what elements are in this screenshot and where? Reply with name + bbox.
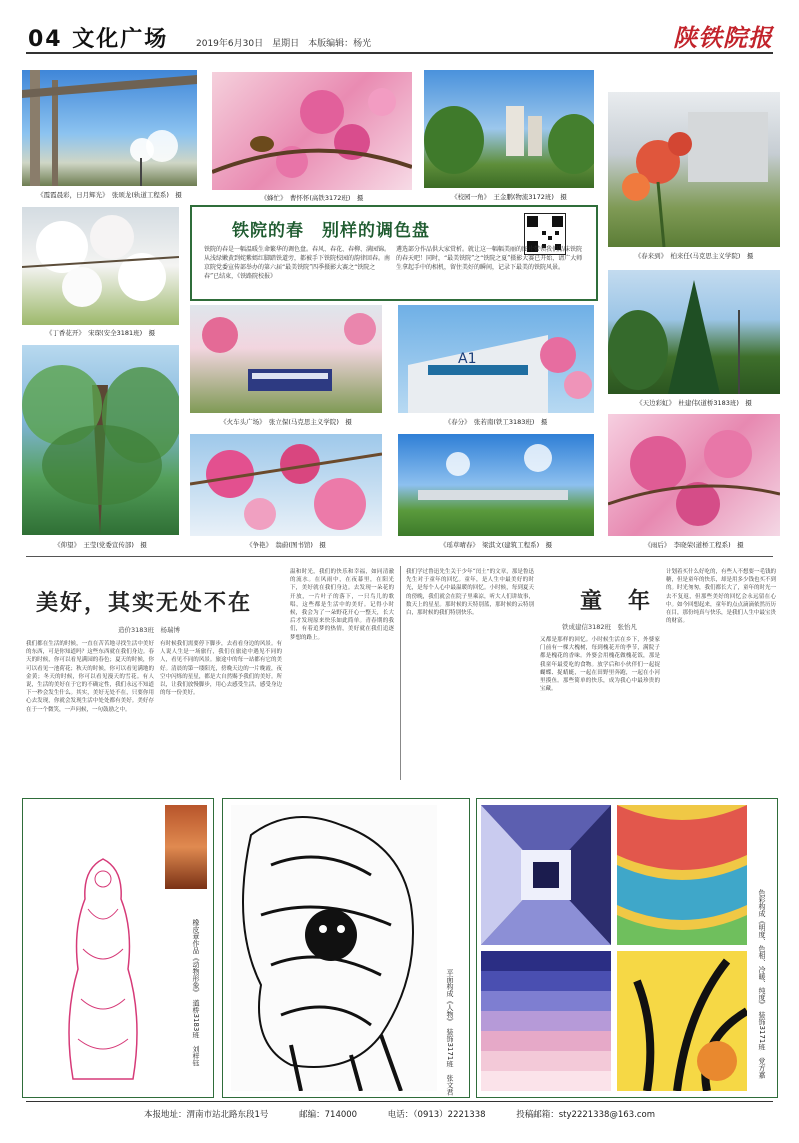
- caption-3: 《校园一角》 王金鹏(物流3172班) 摄: [451, 193, 567, 201]
- photo-bee-blossom: [212, 72, 412, 190]
- article1-title: 美好，其实无处不在: [36, 590, 253, 616]
- color-composition-2: [617, 805, 747, 945]
- article1-byline: 造价3183班 杨瑞博: [118, 626, 181, 634]
- art-caption-2: 平面构成《人物》 装饰3171班 张文君: [446, 969, 454, 1096]
- caption-1: 《霞霞晨彩，日月辉光》 张颂龙(轨道工程系) 摄: [37, 191, 182, 199]
- article2-col1: 我们学过鲁迅先生关于少年“闰土”的文章，那是鲁迅先生对于童年的回忆。童年，是人生中最美好的时光，是每个人心中最温暖的回忆。小时候，每到夏天的傍晚，我们就会在院子里乘凉，听大人们讲故事，数天上的星星。那时候的天特别蓝，那时候的云特别白，那时候的我们特别快乐。: [406, 569, 534, 617]
- spring-feature-box: [190, 205, 598, 301]
- photo-grass-spring: [398, 434, 594, 536]
- caption-5: 《丁香花开》 宋琛(安全3181班) 摄: [45, 329, 156, 337]
- color-composition-3: [481, 951, 611, 1091]
- stamp-drawing-figure: [33, 839, 173, 1089]
- art-caption-3: 色彩构成《明度、色相、冷暖、纯度》 装饰3171班 党方嘉: [758, 889, 766, 1079]
- photo-spring-equinox: [398, 305, 594, 413]
- section-divider: [26, 556, 773, 557]
- artwork-stamp-panel: [22, 798, 214, 1098]
- photo-train-plaza: [190, 305, 382, 413]
- article1-col1: 我们都在生活的时候，一直在苦苦地寻找生活中美好的东西，可是你知道吗？这些东西就在我们身边。春天的时候，你可以看见满园的春色；夏天的时候，你可以看见一池荷花；秋天的时候，你可以看见满地的金黄；冬天的时候，你可以看见漫天的雪花。有人说，生活的美好在于它的不确定性，我们永远不知道下一秒会发生什么。其实，美好无处不在，只要你用心去发现，你就会发现生活中处处都有美好。美好存在于一个微笑，一声问候，一句鼓励之中。: [26, 641, 154, 713]
- photo-look-up: [22, 345, 179, 535]
- article2-col3: 计划着买什么好吃的，有些人不想要一毛钱的糖，但是童年的快乐，却是用多少钱也买不到的。时光匆匆，我们都长大了，童年的时光一去不复返，但那些美好的回忆会永远留在心中。如今回想起来，童年的点点滴滴依然历历在目，那份纯真与快乐，是我们人生中最宝贵的财富。: [666, 569, 776, 625]
- photo-spring-flowers: [608, 92, 780, 247]
- footer-rule: [26, 1101, 773, 1102]
- footer-address: 本报地址：渭南市站北路东段1号: [144, 1110, 269, 1120]
- caption-10: 《争艳》 翁蔚(图书馆) 摄: [246, 541, 326, 549]
- photo-campus-corner: [424, 70, 594, 188]
- photo-after-rain: [608, 414, 780, 536]
- caption-2: 《蜂忙》 曹怀怀(高铁3172班) 摄: [260, 194, 364, 202]
- feature-intro-right: 遴选部分作品供大家赏析。就让这一幅幅美丽的图片带领我们品味铁院的春天吧！同时，“最美铁院”之“铁院之夏”摄影大赛已开始，请广大师生拿起手中的相机，留住美好的瞬间，记录下最美的铁院风景。: [396, 246, 583, 271]
- caption-6: 《火车头广场》 张立保(马克思主义学院) 摄: [220, 418, 352, 426]
- footer-postcode: 邮编：714000: [299, 1110, 358, 1120]
- photo-sky-lamps: [22, 70, 197, 186]
- caption-4: 《春来到》 柏来任(马克思主义学院) 摄: [634, 252, 754, 260]
- caption-7: 《春分》 张若南(铁工3183班) 摄: [444, 418, 548, 426]
- feature-title: 铁院的春 别样的调色盘: [232, 221, 430, 241]
- art-caption-1: 橡皮章作品《动物形象》 道桥3183班 刘梓钰: [192, 919, 200, 1067]
- article2-byline: 铁成建信3182班 张怡凡: [562, 623, 638, 631]
- photo-rainbow: [608, 270, 780, 394]
- article1-col2: 有时候我们需要停下脚步，去看看身边的风景。有人说人生是一场旅行，我们在旅途中遇见不同的人，看见不同的风景。旅途中的每一站都有它的美好。清晨的第一缕阳光，傍晚天边的一片晚霞，夜空中闪烁的星星，都是大自然赐予我们的美好。所以，让我们放慢脚步，用心去感受生活，感受身边的每一份美好。: [160, 641, 282, 697]
- photo-lilac: [22, 207, 179, 325]
- footer-info: [0, 1108, 799, 1120]
- artwork-color-panel: [476, 798, 778, 1098]
- svg-text:A1: A1: [458, 351, 477, 367]
- caption-9: 《仰望》 王莹(党委宣传部) 摄: [54, 541, 147, 549]
- footer-phone: 电话：（0913）2221338: [387, 1110, 486, 1120]
- color-composition-1: [481, 805, 611, 945]
- footer-email[interactable]: 投稿邮箱：sty2221338@163.com: [516, 1110, 655, 1120]
- article2-col2: 又都是那样的回忆。小时候生活在乡下，外婆家门前有一棵大槐树，每到槐花开的季节，满院子都是槐花的香味。外婆会用槐花做槐花饭，那是我童年最爱吃的食物。放学后和小伙伴们一起捉蝴蝶、捉蜻蜓，一起在田野里奔跑，一起在小河里摸鱼。那些简单的快乐，成为我心中最珍贵的宝藏。: [540, 637, 660, 693]
- issue-meta: 2019年6月30日 星期日 本版编辑：杨光: [196, 39, 372, 49]
- article1-col3: 温和时光，我们的快乐和幸福，如同清澈的流水。在风雨中，在夜幕里，在阳光下，美好就在我们身边。去发现一朵花的开放，一片叶子的落下，一只鸟儿的歌唱，这些都是生活中的美好。记得小时候，我会为了一朵野花开心一整天，长大后才发现原来快乐如此简单。青春期的我们，有着追梦的热情，美好就在我们追逐梦想的路上。: [290, 569, 394, 641]
- caption-12: 《雨后》 李晓荣(道桥工程系) 摄: [644, 541, 744, 549]
- feature-intro-left: 铁院的春是一幅温暖生命繁华的调色盘。春风、春花、春柳、满园锦。从浅绿嫩黄到姹紫嫣红脚踏铁道旁，都被手下铁院校园的韵律回春。南京院党委宣传部举办的第六届“最美铁院”四季摄影大赛之“铁院之春”已结束，《铁路院校报》: [204, 246, 390, 280]
- stamp-photo: [165, 805, 207, 889]
- photo-compete-beauty: [190, 434, 382, 536]
- figure-ink-drawing: [231, 805, 437, 1091]
- caption-11: 《瑶草晴春》 梁淇文(建筑工程系) 摄: [439, 541, 553, 549]
- caption-8: 《天边彩虹》 杜建伟(道桥3183班) 摄: [636, 399, 752, 407]
- masthead-logo: 陕铁院报: [673, 23, 773, 52]
- header-rule: [26, 52, 773, 54]
- column-divider: [400, 566, 401, 780]
- color-composition-4: [617, 951, 747, 1091]
- artwork-figure-panel: [222, 798, 470, 1098]
- article2-title: 童 年: [580, 588, 653, 614]
- page-section-title: 04 文化广场: [28, 27, 169, 52]
